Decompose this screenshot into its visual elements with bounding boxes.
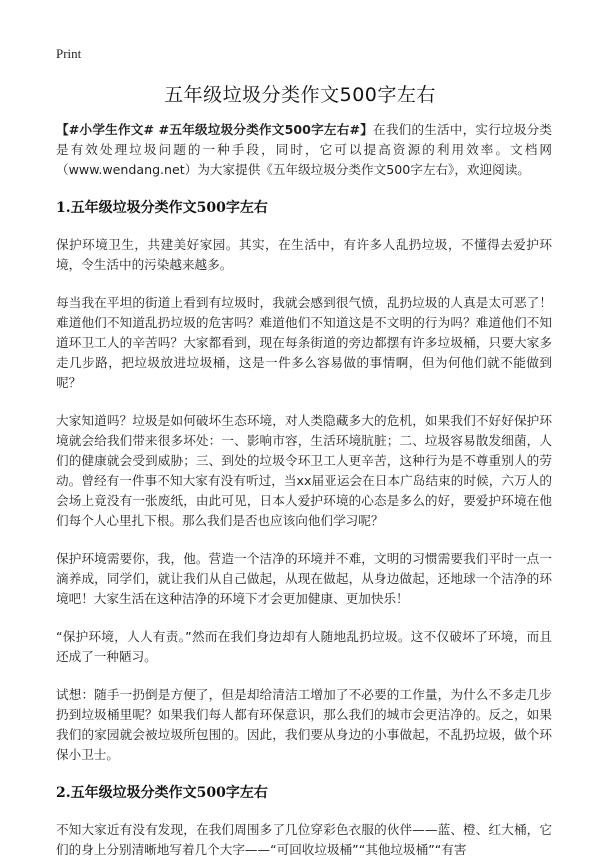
paragraph: 大家知道吗？垃圾是如何破坏生态环境，对人类隐藏多大的危机，如果我们不好好保护环境就会给我们带来很多坏处：一、影响市容，生活环境肮脏；二、垃圾容易散发细菌，人们的健康就会受到威胁；三、到处的垃圾令环卫工人更辛苦，这种行为是不尊重别人的劳动。曾经有一件事不知大家有没有听过，当xx届亚运会在日本广岛结束的时候，六万人的会场上竟没有一张废纸，由此可见，日本人爱护环境的心态是多么的好，要爱护环境在他们每个人心里扎下根。那么我们是否也应该向他们学习呢？ xyxy=(56,413,552,528)
paragraph: 不知大家近有没有发现，在我们周围多了几位穿彩色衣服的伙伴——蓝、橙、红大桶，它们的身上分别清晰地写着几个大字——“可回收垃圾桶”“其他垃圾桶”“有害 xyxy=(56,822,552,857)
paragraph: 保护环境卫生，共建美好家园。其实，在生活中，有许多人乱扔垃圾，不懂得去爱护环境，令生活中的污染越来越多。 xyxy=(56,237,552,272)
intro-tags: 【#小学生作文# #五年级垃圾分类作文500字左右#】 xyxy=(56,122,374,137)
section-heading-2: 2.五年级垃圾分类作文500字左右 xyxy=(56,785,268,801)
page-title: 五年级垃圾分类作文500字左右 xyxy=(164,84,436,106)
paragraph: 保护环境需要你，我，他。营造一个洁净的环境并不难，文明的习惯需要我们平时一点一滴养成，同学们，就让我们从自己做起，从现在做起，从身边做起，还地球一个洁净的环境吧！大家生活在这种洁净的环境下才会更加健康、更加快乐！ xyxy=(56,551,552,606)
paragraph: 试想：随手一扔倒是方便了，但是却给清洁工增加了不必要的工作量，为什么不多走几步扔到垃圾桶里呢？如果我们每人都有环保意识，那么我们的城市会更洁净的。反之，如果我们的家园就会被垃圾所包围的。因此，我们要从身边的小事做起，不乱扔垃圾，做个环保小卫士。 xyxy=(56,687,552,762)
print-label: Print xyxy=(56,46,82,61)
section-heading-1: 1.五年级垃圾分类作文500字左右 xyxy=(56,200,268,216)
paragraph: 每当我在平坦的街道上看到有垃圾时，我就会感到很气愤，乱扔垃圾的人真是太可恶了！难道他们不知道乱扔垃圾的危害吗？难道他们不知道这是不文明的行为吗？难道他们不知道环卫工人的辛苦吗？大家都看到，现在每条街道的旁边都摆有许多垃圾桶，只要大家多走几步路，把垃圾放进垃圾桶，这是一件多么容易做的事情啊，但为何他们就不能做到呢？ xyxy=(56,295,552,390)
intro-text: 在我们的生活中，实行垃圾分类是有效处理垃圾问题的一种手段，同时，它可以提高资源的利用效率。文档网（www.wendang.net）为大家提供《五年级垃圾分类作文500字左右》，欢迎阅读。 xyxy=(56,122,552,177)
document-body xyxy=(56,120,552,860)
intro-paragraph xyxy=(56,120,552,180)
paragraph: “保护环境，人人有责。”然而在我们身边却有人随地乱扔垃圾。这不仅破坏了环境，而且还成了一种陋习。 xyxy=(56,629,552,664)
